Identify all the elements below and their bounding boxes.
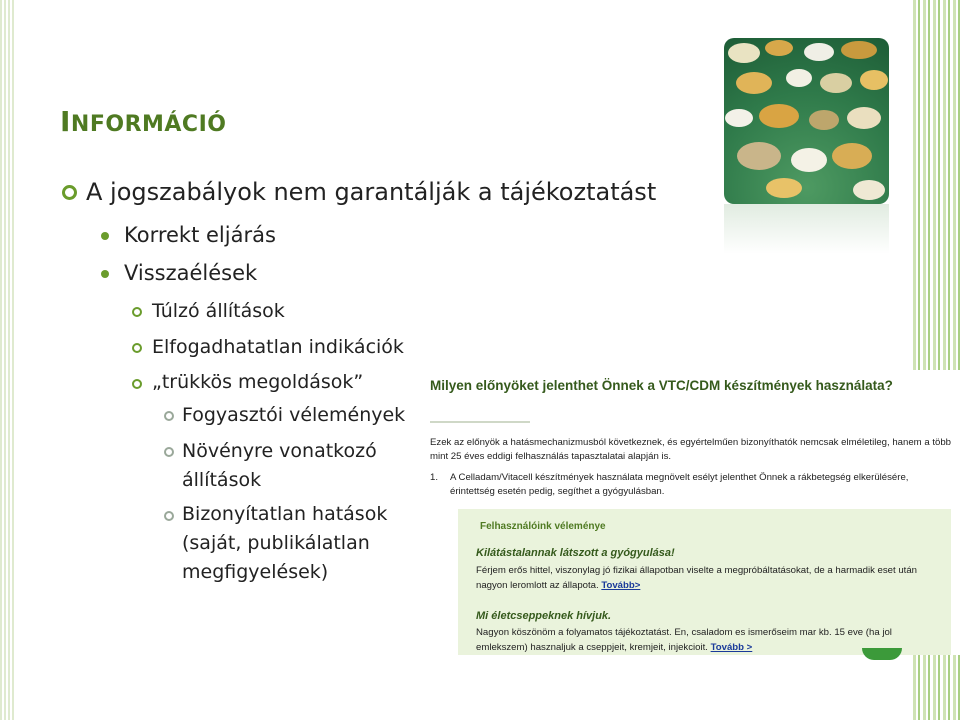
- ring-bullet-icon: [164, 511, 174, 521]
- dot-bullet-icon: [101, 270, 109, 278]
- bullet-level4: Növényre vonatkozó állítások: [182, 440, 377, 491]
- decorative-stripes-left: [0, 0, 14, 720]
- ring-bullet-icon: [62, 185, 77, 200]
- review-text: Nagyon köszönöm a folyamatos tájékoztatást. En, csaladom es ismerőseim mar kb. 15 eve (ha jol emlekszem) hasznaljuk a cseppjeit, kremjeit, injekcioit. Tovább >: [476, 627, 892, 653]
- bullet-level3: Elfogadhatatlan indikációk: [152, 336, 404, 358]
- web-intro-text: Ezek az előnyök a hatásmechanizmusból következnek, és egyértelműen bizonyíthatók nemcsak elméletileg, hanem a több mint 25 éves eddigi felhasználás tapasztalatai alapján is.: [430, 437, 952, 462]
- review-text: Férjem erős hittel, viszonylag jó fizikai állapotban viselte a megpróbáltatásokat, de a harmadik eset után nagyon leromlott az állapota. Tovább>: [476, 565, 918, 591]
- bullet-level1: A jogszabályok nem garantálják a tájékoztatást: [86, 178, 657, 206]
- bullet-level2: Visszaélések: [124, 261, 258, 285]
- ring-bullet-icon: [132, 307, 142, 317]
- ring-bullet-icon: [132, 343, 142, 353]
- photo-reflection: [724, 204, 889, 254]
- ring-bullet-icon: [132, 379, 142, 389]
- embedded-web-snippet: [425, 370, 960, 655]
- list-number: 1.: [430, 472, 439, 483]
- reviews-header: Felhasználóink véleménye: [480, 521, 606, 532]
- bullet-level4: Fogyasztói vélemények: [182, 404, 406, 426]
- review-title: Kilátástalannak látszott a gyógyulása!: [476, 547, 675, 559]
- slide-title: INFORMÁCIÓ: [60, 105, 227, 138]
- reviews-box: [458, 509, 951, 655]
- pills-illustration: [724, 38, 889, 204]
- bullet-level4: Bizonyítatlan hatások (saját, publikálatlan megfigyelések): [182, 503, 388, 583]
- bullet-level3: Túlzó állítások: [152, 300, 285, 322]
- bullet-level2: Korrekt eljárás: [124, 223, 276, 247]
- web-question-heading: Milyen előnyöket jelenthet Önnek a VTC/CDM készítmények használata?: [430, 378, 893, 393]
- more-link[interactable]: Tovább>: [601, 580, 641, 591]
- list-item-text: A Celladam/Vitacell készítmények használata megnövelt esélyt jelenthet Önnek a rákbetegség elkerülésére, érintettség esetén pedig, segíthet a gyógyulásban.: [450, 472, 909, 497]
- decorative-green-shape: [862, 648, 902, 660]
- bullet-level3: „trükkös megoldások”: [152, 371, 364, 393]
- more-link[interactable]: Tovább >: [710, 642, 753, 653]
- dot-bullet-icon: [101, 232, 109, 240]
- web-list-item: [430, 471, 955, 499]
- pills-photo: [724, 38, 889, 204]
- heading-underline: [430, 421, 530, 423]
- review-title: Mi életcseppeknek hívjuk.: [476, 610, 612, 622]
- ring-bullet-icon: [164, 411, 174, 421]
- ring-bullet-icon: [164, 447, 174, 457]
